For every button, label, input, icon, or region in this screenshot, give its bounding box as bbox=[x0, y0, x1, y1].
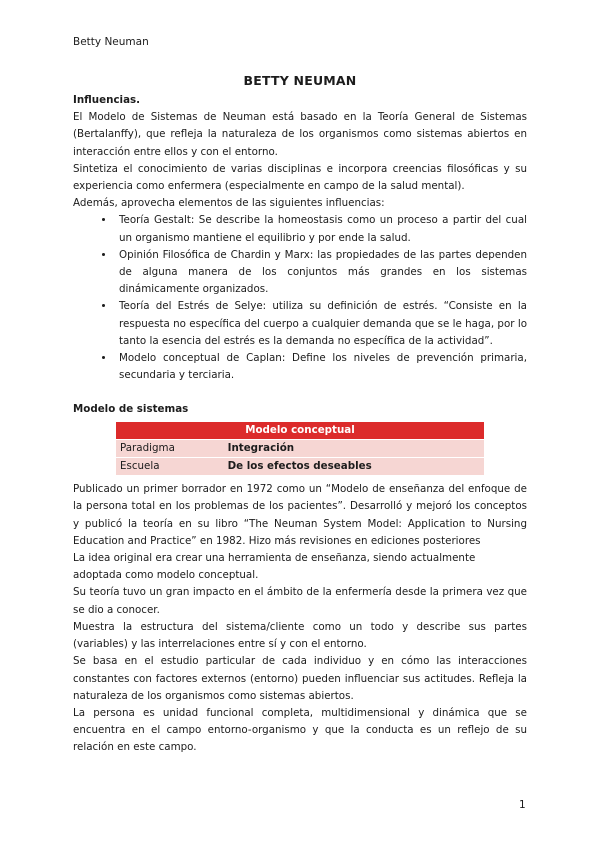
paragraph: Su teoría tuvo un gran impacto en el ámbito de la enfermería desde la primera vez que se dio a conocer. bbox=[73, 586, 527, 616]
table-cell-label: Paradigma bbox=[116, 439, 224, 457]
table-cell-label: Escuela bbox=[116, 458, 224, 476]
table-header: Modelo conceptual bbox=[116, 422, 484, 440]
paragraph: Además, aprovecha elementos de las siguientes influencias: bbox=[73, 197, 385, 210]
list-item: • Teoría del Estrés de Selye: utiliza su definición de estrés. “Consiste en la respuesta no específica del cuerpo a cualquier demanda que se le haga, por lo tanto la esencia del estrés es la demanda no específica de la actividad”. bbox=[115, 298, 527, 350]
section-heading-systems: Modelo de sistemas bbox=[73, 403, 189, 416]
list-item: • Opinión Filosófica de Chardin y Marx: las propiedades de las partes dependen de alguna manera de los conjuntos más grandes en los sistemas dinámicamente organizados. bbox=[115, 247, 527, 299]
table-cell-value: De los efectos deseables bbox=[224, 458, 484, 476]
list-item: • Teoría Gestalt: Se describe la homeostasis como un proceso a partir del cual un organismo mantiene el equilibrio y por ende la salud. bbox=[115, 212, 527, 246]
list-item: • Modelo conceptual de Caplan: Define los niveles de prevención primaria, secundaria y terciaria. bbox=[115, 350, 527, 384]
paragraph: Se basa en el estudio particular de cada individuo y en cómo las interacciones constantes con factores externos (entorno) pueden influenciar sus actitudes. Refleja la naturaleza de los organismos como sistemas abiertos. bbox=[73, 655, 527, 702]
page-header: Betty Neuman bbox=[73, 36, 149, 48]
paragraph: La persona es unidad funcional completa, multidimensional y dinámica que se encuentra en el campo entorno-organismo y que la conducta es un reflejo de su relación en este campo. bbox=[73, 706, 527, 754]
paragraph: adoptada como modelo conceptual. bbox=[73, 569, 259, 582]
paragraph: La idea original era crear una herramienta de enseñanza, siendo actualmente bbox=[73, 552, 476, 565]
table-row bbox=[116, 458, 484, 476]
paragraph: El Modelo de Sistemas de Neuman está basado en la Teoría General de Sistemas (Bertalanffy), que refleja la naturaleza de los organismos como sistemas abiertos en interacción entre ellos y con el entorno. bbox=[73, 111, 527, 158]
page-title: BETTY NEUMAN bbox=[243, 73, 357, 88]
table-cell-value: Integración bbox=[224, 439, 484, 457]
document-body bbox=[73, 92, 527, 757]
influences-list bbox=[73, 212, 527, 384]
page-number: 1 bbox=[519, 799, 526, 811]
paragraph: Publicado un primer borrador en 1972 como un “Modelo de enseñanza del enfoque de la persona total en los problemas de los pacientes”. Desarrolló y mejoró los conceptos y publicó la teoría en su libro “The Neuman System Model: Application to Nursing Education and Practice” en 1982. Hizo más revisiones en ediciones posteriores bbox=[73, 483, 527, 547]
paragraph: Sintetiza el conocimiento de varias disciplinas e incorpora creencias filosóficas y su experiencia como enfermera (especialmente en campo de la salud mental). bbox=[73, 162, 527, 193]
section-heading-influences: Influencias. bbox=[73, 94, 141, 106]
table-row bbox=[116, 439, 484, 457]
conceptual-model-table bbox=[116, 422, 484, 476]
paragraph: Muestra la estructura del sistema/cliente como un todo y describe sus partes (variables) y las interrelaciones entre sí y con el entorno. bbox=[73, 620, 527, 651]
